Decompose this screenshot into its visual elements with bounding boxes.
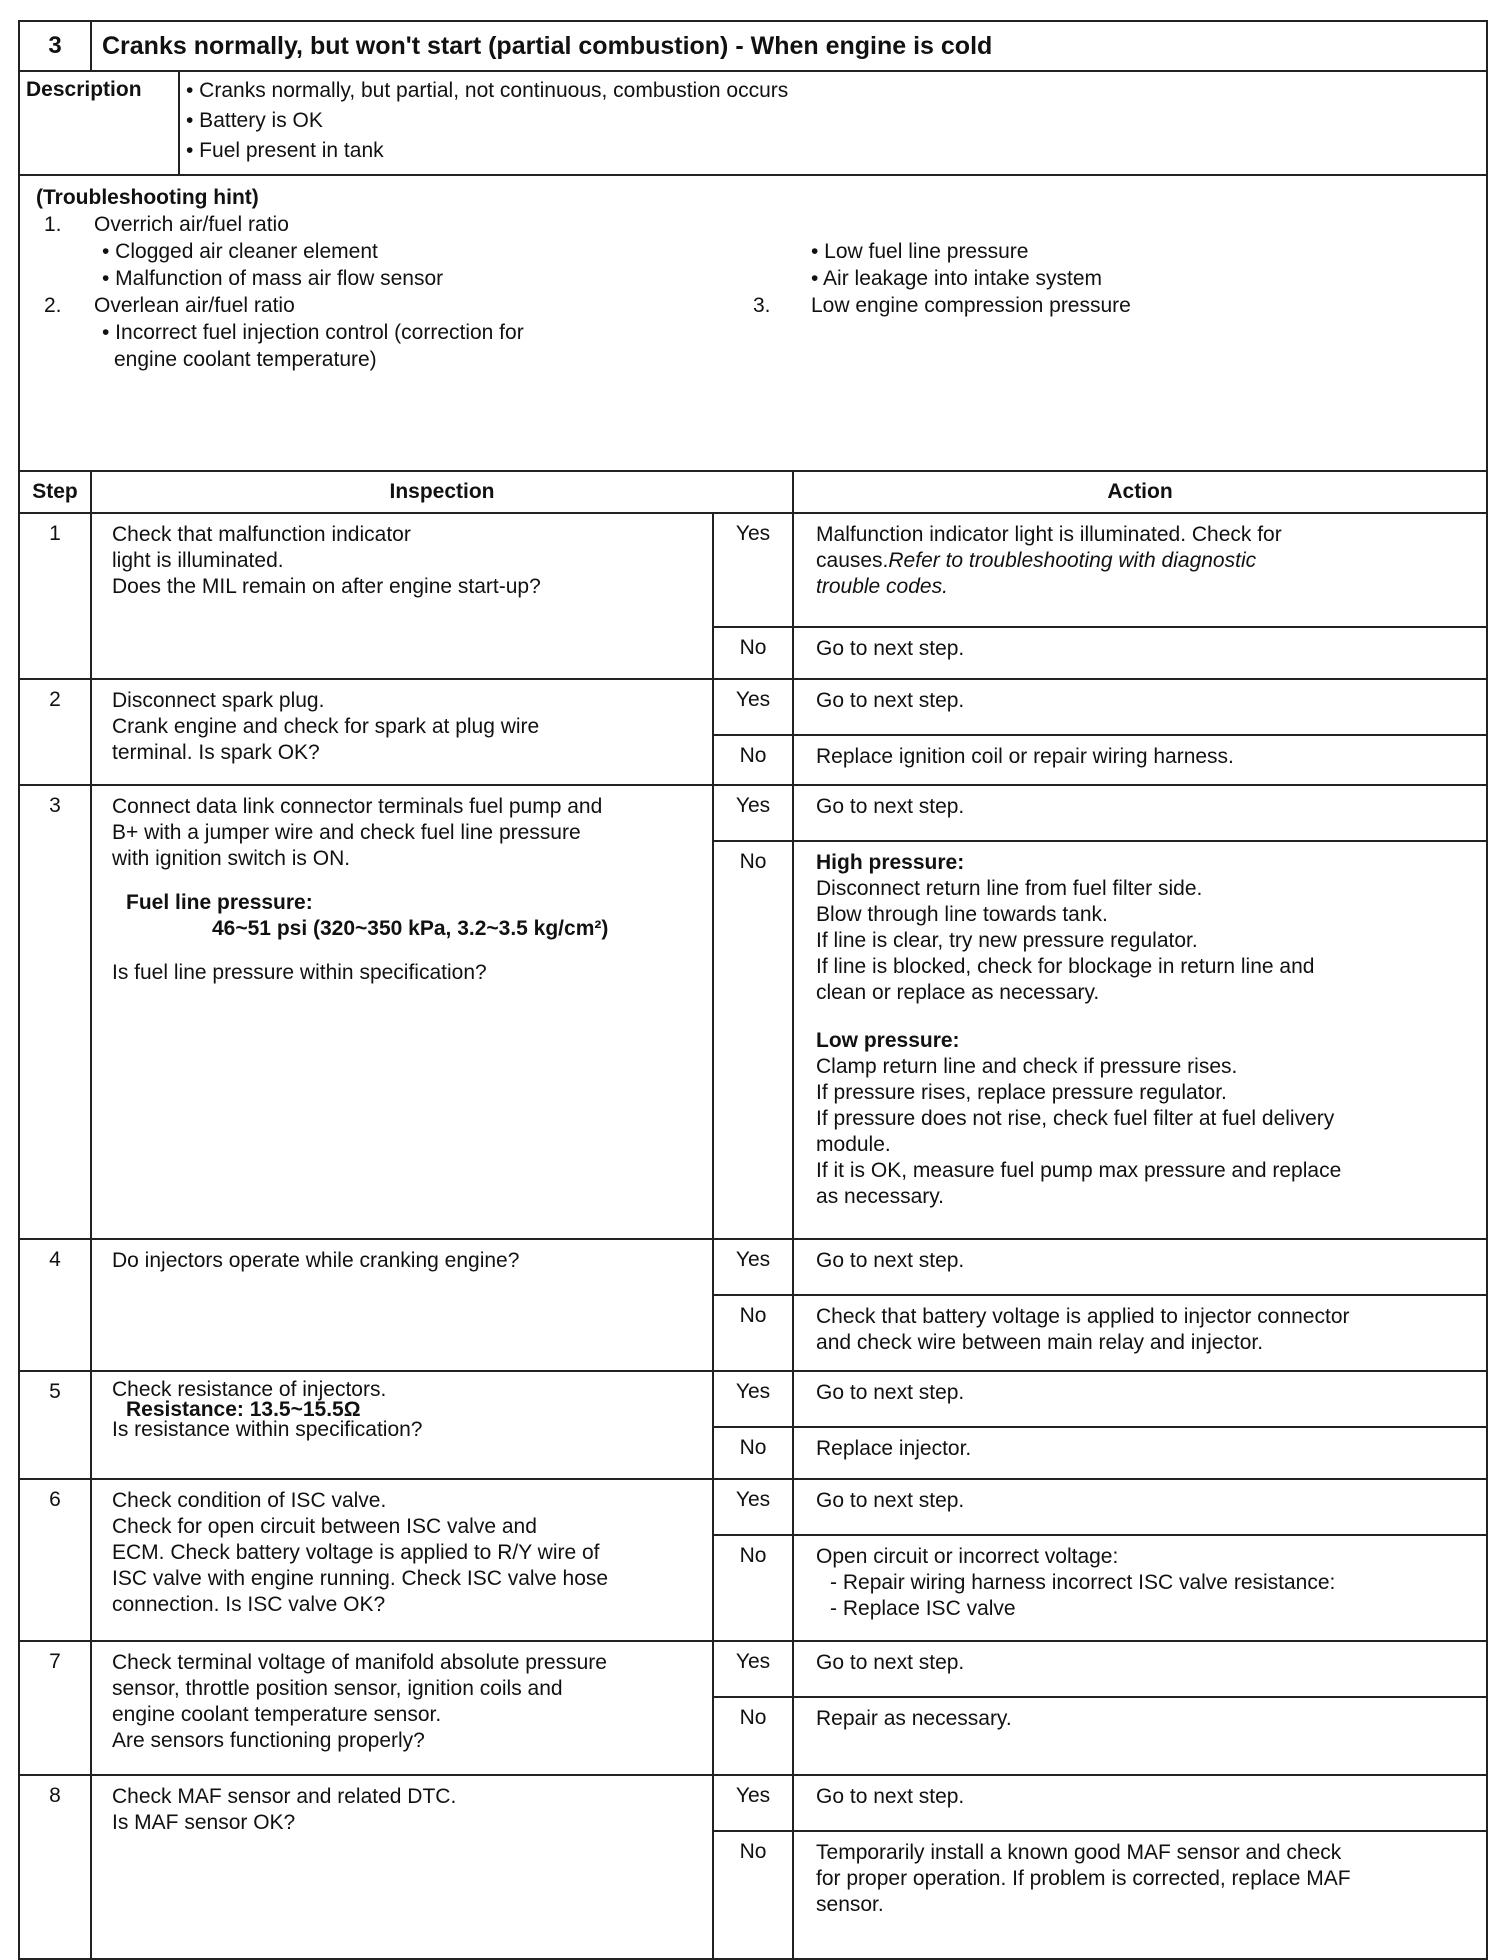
step-inspection bbox=[91, 1641, 713, 1775]
action-line: Go to next step. bbox=[816, 795, 965, 818]
spec-value: Resistance: 13.5~15.5Ω bbox=[126, 1398, 361, 1421]
description-label: Description bbox=[19, 71, 179, 175]
action-line: If line is clear, try new pressure regulator. bbox=[816, 929, 1198, 952]
hint-number: 2. bbox=[44, 294, 62, 317]
no-action bbox=[793, 1831, 1487, 1959]
step-number: 6 bbox=[19, 1479, 91, 1641]
no-label: No bbox=[713, 1697, 793, 1775]
action-line: as necessary. bbox=[816, 1185, 945, 1208]
step-number: 4 bbox=[19, 1239, 91, 1371]
no-action bbox=[793, 1427, 1487, 1479]
action-line: and check wire between main relay and injector. bbox=[816, 1331, 1264, 1354]
action-line: Go to next step. bbox=[816, 1249, 965, 1272]
step-number: 1 bbox=[19, 513, 91, 679]
inspection-line: engine coolant temperature sensor. bbox=[112, 1703, 442, 1726]
action-line: Replace ignition coil or repair wiring harness. bbox=[816, 745, 1234, 768]
inspection-line: Check terminal voltage of manifold absolute pressure bbox=[112, 1651, 607, 1674]
description-item: • Fuel present in tank bbox=[186, 139, 384, 162]
column-header-step: Step bbox=[19, 471, 91, 513]
hint-table bbox=[18, 174, 1488, 472]
no-action bbox=[793, 841, 1487, 1239]
yes-label: Yes bbox=[713, 1371, 793, 1427]
inspection-line: with ignition switch is ON. bbox=[112, 847, 351, 870]
inspection-line: Disconnect spark plug. bbox=[112, 689, 325, 712]
inspection-line: Is MAF sensor OK? bbox=[112, 1811, 296, 1834]
step-inspection bbox=[91, 513, 713, 679]
inspection-line: Are sensors functioning properly? bbox=[112, 1729, 425, 1752]
action-line: Repair as necessary. bbox=[816, 1707, 1012, 1730]
action-line: clean or replace as necessary. bbox=[816, 981, 1100, 1004]
inspection-line: Check MAF sensor and related DTC. bbox=[112, 1785, 457, 1808]
no-action bbox=[793, 1535, 1487, 1641]
inspection-line: Does the MIL remain on after engine start-up? bbox=[112, 575, 541, 598]
low-pressure-title: Low pressure: bbox=[816, 1029, 960, 1052]
troubleshooting-sheet bbox=[18, 20, 1488, 1960]
action-line: Go to next step. bbox=[816, 637, 965, 660]
action-reference: Refer to troubleshooting with diagnostic bbox=[888, 549, 1257, 572]
no-action bbox=[793, 1697, 1487, 1775]
action-line: If pressure rises, replace pressure regulator. bbox=[816, 1081, 1227, 1104]
yes-label: Yes bbox=[713, 1239, 793, 1295]
inspection-line: Is resistance within specification? bbox=[112, 1418, 423, 1441]
action-line: Go to next step. bbox=[816, 1489, 965, 1512]
yes-action bbox=[793, 679, 1487, 735]
step-inspection bbox=[91, 679, 713, 785]
hint-bullet: • Malfunction of mass air flow sensor bbox=[102, 267, 444, 290]
yes-label: Yes bbox=[713, 1479, 793, 1535]
description-item: • Battery is OK bbox=[186, 109, 323, 132]
yes-label: Yes bbox=[713, 1775, 793, 1831]
hint-text: Overrich air/fuel ratio bbox=[94, 213, 289, 236]
hint-number: 3. bbox=[753, 294, 771, 317]
step-inspection bbox=[91, 1239, 713, 1371]
hint-bullet-cont: engine coolant temperature) bbox=[114, 348, 377, 371]
no-action bbox=[793, 1295, 1487, 1371]
yes-label: Yes bbox=[713, 513, 793, 627]
yes-label: Yes bbox=[713, 785, 793, 841]
step-inspection bbox=[91, 1479, 713, 1641]
inspection-line: Crank engine and check for spark at plug wire bbox=[112, 715, 540, 738]
inspection-line: Do injectors operate while cranking engine? bbox=[112, 1249, 520, 1272]
no-action bbox=[793, 627, 1487, 679]
step-number: 3 bbox=[19, 785, 91, 1239]
spec-label: Fuel line pressure: bbox=[126, 891, 313, 914]
inspection-line: Check resistance of injectors. bbox=[112, 1378, 387, 1401]
action-line: Go to next step. bbox=[816, 1785, 965, 1808]
no-label: No bbox=[713, 841, 793, 1239]
yes-label: Yes bbox=[713, 679, 793, 735]
hint-text: Low engine compression pressure bbox=[811, 294, 1131, 317]
action-line: If it is OK, measure fuel pump max pressure and replace bbox=[816, 1159, 1342, 1182]
yes-action bbox=[793, 1371, 1487, 1427]
yes-label: Yes bbox=[713, 1641, 793, 1697]
action-line: Temporarily install a known good MAF sensor and check bbox=[816, 1841, 1342, 1864]
column-header-inspection: Inspection bbox=[91, 471, 793, 513]
spec-value: 46~51 psi (320~350 kPa, 3.2~3.5 kg/cm²) bbox=[212, 917, 609, 940]
inspection-line: light is illuminated. bbox=[112, 549, 284, 572]
steps-table bbox=[18, 470, 1488, 1960]
action-line: Check that battery voltage is applied to injector connector bbox=[816, 1305, 1350, 1328]
no-label: No bbox=[713, 627, 793, 679]
hint-bullet: • Clogged air cleaner element bbox=[102, 240, 378, 263]
hint-bullet: • Air leakage into intake system bbox=[811, 267, 1102, 290]
step-inspection bbox=[91, 1371, 713, 1479]
yes-action bbox=[793, 513, 1487, 627]
action-line: - Repair wiring harness incorrect ISC valve resistance: bbox=[830, 1571, 1336, 1594]
inspection-line: connection. Is ISC valve OK? bbox=[112, 1593, 386, 1616]
action-line: Go to next step. bbox=[816, 689, 965, 712]
no-label: No bbox=[713, 735, 793, 785]
no-label: No bbox=[713, 1427, 793, 1479]
inspection-line: sensor, throttle position sensor, ignition coils and bbox=[112, 1677, 563, 1700]
troubleshooting-hint bbox=[19, 175, 1487, 471]
action-line: Replace injector. bbox=[816, 1437, 972, 1460]
description-item: • Cranks normally, but partial, not continuous, combustion occurs bbox=[186, 79, 789, 102]
section-number: 3 bbox=[19, 21, 91, 71]
hint-number: 1. bbox=[44, 213, 62, 236]
action-reference: trouble codes. bbox=[816, 575, 948, 598]
action-line: for proper operation. If problem is corrected, replace MAF bbox=[816, 1867, 1351, 1890]
step-number: 5 bbox=[19, 1371, 91, 1479]
description-body bbox=[179, 71, 1487, 175]
no-label: No bbox=[713, 1295, 793, 1371]
hint-right-column bbox=[753, 211, 1470, 373]
action-line: Blow through line towards tank. bbox=[816, 903, 1108, 926]
action-line: module. bbox=[816, 1133, 891, 1156]
hint-bullet: • Low fuel line pressure bbox=[811, 240, 1029, 263]
yes-action bbox=[793, 1641, 1487, 1697]
inspection-line: Check condition of ISC valve. bbox=[112, 1489, 387, 1512]
action-line: Go to next step. bbox=[816, 1381, 965, 1404]
no-action bbox=[793, 735, 1487, 785]
no-label: No bbox=[713, 1535, 793, 1641]
inspection-line: ISC valve with engine running. Check ISC valve hose bbox=[112, 1567, 609, 1590]
inspection-line: B+ with a jumper wire and check fuel line pressure bbox=[112, 821, 581, 844]
step-inspection bbox=[91, 1775, 713, 1959]
action-line: Open circuit or incorrect voltage: bbox=[816, 1545, 1119, 1568]
step-number: 2 bbox=[19, 679, 91, 785]
description-table bbox=[18, 70, 1488, 176]
high-pressure-title: High pressure: bbox=[816, 851, 965, 874]
header-table bbox=[18, 20, 1488, 72]
action-line: Malfunction indicator light is illuminated. Check for bbox=[816, 523, 1282, 546]
action-line: If line is blocked, check for blockage in return line and bbox=[816, 955, 1315, 978]
action-line: sensor. bbox=[816, 1893, 884, 1916]
yes-action bbox=[793, 1775, 1487, 1831]
step-number: 7 bbox=[19, 1641, 91, 1775]
inspection-question: Is fuel line pressure within specification? bbox=[112, 961, 487, 984]
step-number: 8 bbox=[19, 1775, 91, 1959]
column-header-action: Action bbox=[793, 471, 1487, 513]
inspection-line: Connect data link connector terminals fuel pump and bbox=[112, 795, 603, 818]
action-line: - Replace ISC valve bbox=[830, 1597, 1016, 1620]
action-line: Go to next step. bbox=[816, 1651, 965, 1674]
hint-text: Overlean air/fuel ratio bbox=[94, 294, 295, 317]
action-line: causes. bbox=[816, 549, 889, 572]
hint-left-column bbox=[36, 211, 753, 373]
step-inspection bbox=[91, 785, 713, 1239]
inspection-line: ECM. Check battery voltage is applied to R/Y wire of bbox=[112, 1541, 600, 1564]
hint-title: (Troubleshooting hint) bbox=[36, 186, 259, 209]
inspection-line: Check for open circuit between ISC valve and bbox=[112, 1515, 537, 1538]
yes-action bbox=[793, 1239, 1487, 1295]
inspection-line: terminal. Is spark OK? bbox=[112, 741, 320, 764]
section-title: Cranks normally, but won't start (partial combustion) - When engine is cold bbox=[91, 21, 1487, 71]
action-line: Clamp return line and check if pressure rises. bbox=[816, 1055, 1238, 1078]
no-label: No bbox=[713, 1831, 793, 1959]
yes-action bbox=[793, 1479, 1487, 1535]
inspection-line: Check that malfunction indicator bbox=[112, 523, 411, 546]
action-line: If pressure does not rise, check fuel filter at fuel delivery bbox=[816, 1107, 1335, 1130]
action-line: Disconnect return line from fuel filter side. bbox=[816, 877, 1203, 900]
yes-action bbox=[793, 785, 1487, 841]
hint-bullet: • Incorrect fuel injection control (correction for bbox=[102, 321, 524, 344]
